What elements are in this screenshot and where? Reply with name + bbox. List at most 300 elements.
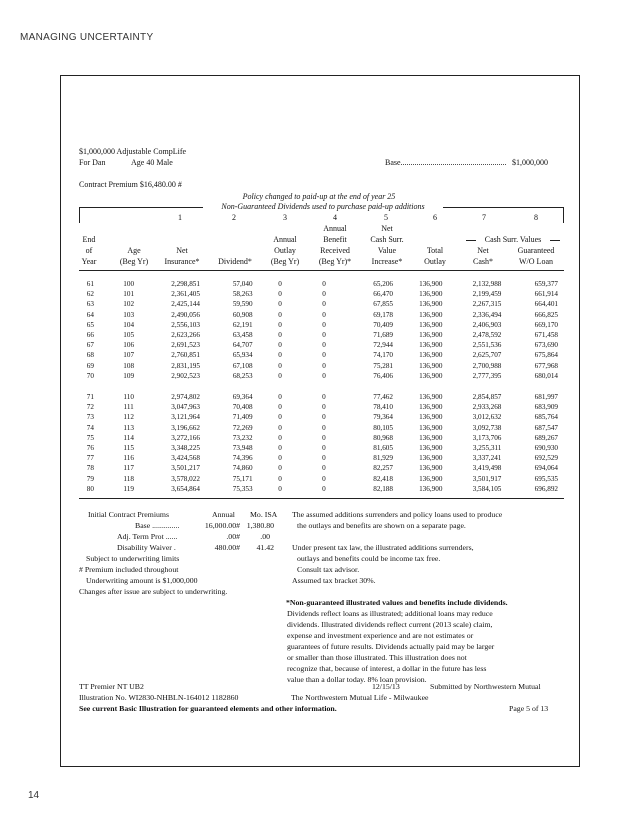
col-num-3: 3 [283, 213, 287, 222]
cell-net-csv-increase: 66,470 [373, 290, 393, 299]
cell-benefit-received: 0 [322, 413, 326, 422]
banner-dividends: Non-Guaranteed Dividends used to purchase paid-up additions [221, 202, 425, 211]
cell-benefit-received: 0 [322, 341, 326, 350]
cell-total-outlay: 136,900 [419, 280, 443, 288]
hdr-netcsv-2: Cash Surr. [370, 235, 404, 244]
cell-net-insurance: 2,623,266 [171, 331, 200, 340]
cell-guaranteed-wo-loan: 675,864 [534, 351, 558, 360]
cell-year: 62 [86, 290, 94, 299]
cell-net-cash: 3,337,241 [472, 454, 502, 463]
cell-year: 67 [86, 341, 94, 350]
cell-year: 65 [86, 320, 94, 329]
premiums-annual-hdr: Annual [212, 510, 235, 519]
cell-dividend: 58,263 [232, 290, 253, 299]
cell-benefit-received: 0 [322, 280, 326, 288]
cell-benefit-received: 0 [322, 290, 326, 299]
cell-year: 69 [86, 361, 94, 370]
disclaimer-line: recognize that, because of interest, a dollar in the future has less [287, 664, 487, 673]
cell-age: 104 [123, 320, 135, 329]
hdr-netins-2: Insurance* [164, 257, 200, 266]
cell-dividend: 68,253 [232, 371, 253, 380]
cell-net-csv-increase: 80,105 [373, 423, 393, 432]
cell-net-cash: 2,700,988 [472, 361, 502, 370]
cell-total-outlay: 136,900 [419, 403, 443, 412]
cell-net-csv-increase: 79,364 [373, 413, 393, 422]
cell-benefit-received: 0 [322, 300, 326, 309]
cell-total-outlay: 136,900 [419, 371, 443, 380]
banner-tick-left [79, 207, 80, 223]
hdr-netcash-2: Cash* [473, 257, 493, 266]
cell-net-csv-increase: 71,689 [373, 331, 393, 340]
prem-dw-label: Disability Waiver . [117, 543, 176, 552]
cell-year: 78 [86, 464, 94, 473]
cell-net-csv-increase: 76,406 [373, 371, 393, 380]
cell-benefit-received: 0 [322, 331, 326, 340]
cell-age: 105 [123, 331, 135, 340]
cell-age: 114 [123, 433, 134, 442]
table-row [74, 433, 564, 443]
cell-net-csv-increase: 78,410 [373, 403, 393, 412]
cell-total-outlay: 136,900 [419, 341, 443, 350]
hdr-guar-2: W/O Loan [519, 257, 553, 266]
cell-benefit-received: 0 [322, 310, 326, 319]
cell-annual-outlay: 0 [278, 310, 282, 319]
prem-base-mo: 1,380.80 [246, 521, 274, 530]
table-row [74, 484, 564, 494]
cell-net-cash: 3,092,738 [472, 423, 502, 432]
cell-annual-outlay: 0 [278, 320, 282, 329]
cell-benefit-received: 0 [322, 484, 326, 493]
cell-annual-outlay: 0 [278, 444, 282, 453]
cell-dividend: 74,860 [232, 464, 253, 473]
cell-benefit-received: 0 [322, 320, 326, 329]
cell-year: 79 [86, 474, 94, 483]
cell-guaranteed-wo-loan: 694,064 [534, 464, 558, 473]
hdr-end-2: of [85, 246, 93, 255]
cell-year: 68 [86, 351, 94, 360]
cell-age: 102 [123, 300, 135, 309]
values-table-years-61-70 [74, 279, 564, 381]
cell-guaranteed-wo-loan: 685,764 [534, 413, 558, 422]
prem-dw-mo: 41.42 [256, 543, 274, 552]
cell-year: 80 [86, 484, 94, 493]
hdr-netcash-1: Net [477, 246, 489, 255]
cell-dividend: 62,191 [232, 320, 253, 329]
cell-year: 61 [86, 280, 94, 288]
table-row [74, 310, 564, 320]
cell-annual-outlay: 0 [278, 403, 282, 412]
cell-net-insurance: 3,121,964 [171, 413, 200, 422]
disclaimer-line: Dividends reflect loans as illustrated; additional loans may reduce [287, 609, 493, 618]
cell-benefit-received: 0 [322, 393, 326, 401]
cell-total-outlay: 136,900 [419, 484, 443, 493]
cell-net-csv-increase: 74,170 [373, 351, 393, 360]
cell-total-outlay: 136,900 [419, 423, 443, 432]
cell-dividend: 73,232 [232, 433, 253, 442]
note-tax-1: Under present tax law, the illustrated additions surrenders, [292, 543, 474, 552]
cell-age: 111 [123, 403, 134, 412]
col-num-7: 7 [482, 213, 486, 222]
section-title: MANAGING UNCERTAINTY [20, 32, 154, 43]
prem-term-label: Adj. Term Prot ...... [117, 532, 178, 541]
cell-dividend: 75,171 [232, 474, 253, 483]
cell-year: 72 [86, 403, 94, 412]
note-assumed-2: the outlays and benefits are shown on a separate page. [297, 521, 466, 530]
hdr-benefit-1: Annual [323, 224, 347, 233]
cell-year: 75 [86, 433, 94, 442]
csv-group-rule-right [550, 240, 560, 241]
table-row [74, 330, 564, 340]
col-num-2: 2 [232, 213, 236, 222]
cell-annual-outlay: 0 [278, 474, 282, 483]
cell-guaranteed-wo-loan: 683,909 [534, 403, 558, 412]
cell-net-csv-increase: 70,409 [373, 320, 393, 329]
col-num-4: 4 [333, 213, 337, 222]
cell-dividend: 57,040 [232, 280, 253, 288]
banner-paid-up: Policy changed to paid-up at the end of year 25 [242, 192, 396, 201]
cell-total-outlay: 136,900 [419, 393, 443, 401]
cell-annual-outlay: 0 [278, 300, 282, 309]
table-row [74, 289, 564, 299]
cell-net-insurance: 3,501,217 [171, 464, 200, 473]
cell-net-insurance: 2,691,523 [171, 341, 200, 350]
cell-net-insurance: 2,425,144 [171, 300, 200, 309]
cell-net-csv-increase: 75,281 [373, 361, 393, 370]
cell-age: 101 [123, 290, 135, 299]
values-table-years-71-80 [74, 392, 564, 494]
cell-net-cash: 3,501,917 [472, 474, 502, 483]
cell-dividend: 65,934 [232, 351, 253, 360]
table-row [74, 402, 564, 412]
cell-annual-outlay: 0 [278, 464, 282, 473]
table-row [74, 463, 564, 473]
cell-dividend: 71,409 [232, 413, 253, 422]
disclaimer-line: dividends. Illustrated dividends reflect current (2013 scale) claim, [287, 620, 493, 629]
note-tax-2: outlays and benefits could be income tax free. [297, 554, 441, 563]
table-row [74, 279, 564, 289]
table-row [74, 392, 564, 402]
col-num-6: 6 [433, 213, 437, 222]
hdr-age-1: Age [127, 246, 141, 255]
cell-dividend: 74,396 [232, 454, 253, 463]
cell-guaranteed-wo-loan: 671,458 [534, 331, 558, 340]
cell-net-csv-increase: 81,605 [373, 444, 393, 453]
prem-base-label: Base .............. [135, 521, 180, 530]
table-row [74, 423, 564, 433]
cell-total-outlay: 136,900 [419, 310, 443, 319]
cell-annual-outlay: 0 [278, 413, 282, 422]
premiums-mo-hdr: Mo. ISA [250, 510, 278, 519]
cell-net-cash: 2,478,592 [472, 331, 502, 340]
cell-net-csv-increase: 82,188 [373, 484, 393, 493]
cell-annual-outlay: 0 [278, 433, 282, 442]
cell-guaranteed-wo-loan: 696,892 [534, 484, 558, 493]
cell-total-outlay: 136,900 [419, 290, 443, 299]
cell-net-cash: 2,199,459 [472, 290, 502, 299]
cell-annual-outlay: 0 [278, 423, 282, 432]
cell-age: 116 [123, 454, 134, 463]
cell-guaranteed-wo-loan: 677,968 [534, 361, 558, 370]
cell-guaranteed-wo-loan: 692,529 [534, 454, 558, 463]
cell-dividend: 72,269 [232, 423, 253, 432]
cell-total-outlay: 136,900 [419, 474, 443, 483]
cell-annual-outlay: 0 [278, 341, 282, 350]
footer-submitted: Submitted by Northwestern Mutual [430, 682, 541, 691]
cell-benefit-received: 0 [322, 464, 326, 473]
cell-net-insurance: 3,047,963 [171, 403, 200, 412]
contract-premium: Contract Premium $16,480.00 # [79, 180, 182, 189]
hdr-benefit-3: Received [320, 246, 350, 255]
hdr-total-1: Total [426, 246, 444, 255]
prem-dw-annual: 480.00# [214, 543, 240, 552]
cell-net-csv-increase: 80,968 [373, 433, 393, 442]
table-row [74, 350, 564, 360]
hdr-netcsv-1: Net [381, 224, 393, 233]
hdr-outlay-3: (Beg Yr) [270, 257, 300, 266]
cell-net-cash: 2,933,268 [472, 403, 502, 412]
table-row [74, 371, 564, 381]
cell-year: 76 [86, 444, 94, 453]
cell-year: 70 [86, 371, 94, 380]
base-label: Base..................................................... [385, 158, 507, 167]
cell-dividend: 60,908 [232, 310, 253, 319]
cell-dividend: 63,458 [232, 331, 253, 340]
cell-guaranteed-wo-loan: 689,267 [534, 433, 558, 442]
header-rule [79, 270, 564, 271]
cell-net-csv-increase: 82,418 [373, 474, 393, 483]
policy-product: $1,000,000 Adjustable CompLife [79, 147, 187, 156]
col-num-5: 5 [384, 213, 388, 222]
cell-guaranteed-wo-loan: 687,547 [534, 423, 558, 432]
insured-age: Age 40 Male [131, 158, 173, 167]
cell-guaranteed-wo-loan: 669,170 [534, 320, 558, 329]
banner-rule-left [79, 207, 203, 208]
hdr-end-3: Year [81, 257, 97, 266]
cell-net-insurance: 3,272,166 [171, 433, 200, 442]
cell-dividend: 70,408 [232, 403, 253, 412]
cell-benefit-received: 0 [322, 351, 326, 360]
disclaimer-line: value than a dollar today. 8% loan provision. [287, 675, 427, 684]
cell-net-cash: 3,255,311 [472, 444, 502, 453]
footer-page: Page 5 of 13 [509, 704, 549, 713]
prem-note-underwriting: Underwriting amount is $1,000,000 [86, 576, 198, 585]
hdr-benefit-4: (Beg Yr)* [318, 257, 352, 266]
table-row [74, 320, 564, 330]
cell-net-insurance: 3,196,662 [171, 423, 200, 432]
cell-guaranteed-wo-loan: 673,690 [534, 341, 558, 350]
cell-annual-outlay: 0 [278, 351, 282, 360]
prem-note-limits: Subject to underwriting limits [86, 554, 180, 563]
cell-net-csv-increase: 67,855 [373, 300, 393, 309]
cell-benefit-received: 0 [322, 454, 326, 463]
cell-annual-outlay: 0 [278, 280, 282, 288]
prem-note-included: # Premium included throughout [79, 565, 179, 574]
cell-benefit-received: 0 [322, 361, 326, 370]
cell-guaranteed-wo-loan: 666,825 [534, 310, 558, 319]
cell-net-insurance: 2,760,851 [171, 351, 200, 360]
disclaimer-title: *Non-guaranteed illustrated values and benefits include dividends. [286, 598, 508, 607]
base-amount: $1,000,000 [512, 158, 548, 167]
csv-group-rule-left [466, 240, 476, 241]
cell-guaranteed-wo-loan: 680,014 [534, 371, 558, 380]
cell-net-insurance: 3,654,864 [171, 484, 200, 493]
cell-total-outlay: 136,900 [419, 454, 443, 463]
cell-net-insurance: 2,361,405 [171, 290, 200, 299]
cell-benefit-received: 0 [322, 433, 326, 442]
cell-guaranteed-wo-loan: 681,997 [534, 393, 558, 401]
cell-annual-outlay: 0 [278, 393, 282, 401]
cell-dividend: 59,590 [232, 300, 253, 309]
cell-benefit-received: 0 [322, 444, 326, 453]
cell-net-csv-increase: 77,462 [373, 393, 393, 401]
cell-annual-outlay: 0 [278, 290, 282, 299]
cell-year: 71 [86, 393, 94, 401]
footer-date: 12/15/13 [372, 682, 400, 691]
cell-guaranteed-wo-loan: 690,930 [534, 444, 558, 453]
table-row [74, 299, 564, 309]
col-num-8: 8 [534, 213, 538, 222]
cell-net-csv-increase: 81,929 [373, 454, 393, 463]
cell-annual-outlay: 0 [278, 371, 282, 380]
cell-net-cash: 2,132,988 [472, 280, 502, 288]
col-num-1: 1 [178, 213, 182, 222]
prem-term-annual: .00# [226, 532, 240, 541]
cell-year: 73 [86, 413, 94, 422]
cell-age: 103 [123, 310, 135, 319]
cell-age: 107 [123, 351, 135, 360]
cell-net-cash: 2,406,903 [472, 320, 502, 329]
cell-age: 112 [123, 413, 134, 422]
hdr-netcsv-4: Increase* [371, 257, 403, 266]
cell-year: 77 [86, 454, 94, 463]
banner-tick-right [563, 207, 564, 223]
cell-net-insurance: 2,298,851 [171, 280, 200, 288]
cell-net-cash: 2,625,707 [472, 351, 502, 360]
hdr-outlay-2: Outlay [274, 246, 296, 255]
cell-benefit-received: 0 [322, 423, 326, 432]
cell-annual-outlay: 0 [278, 361, 282, 370]
table-row [74, 453, 564, 463]
cell-net-cash: 3,012,632 [472, 413, 502, 422]
cell-annual-outlay: 0 [278, 331, 282, 340]
cell-age: 115 [123, 444, 134, 453]
footer-illustration: Illustration No. WI2830-NHBLN-164012 1182860 [79, 693, 239, 702]
footer-product: TT Premier NT UB2 [79, 682, 144, 691]
cell-total-outlay: 136,900 [419, 413, 443, 422]
cell-net-cash: 3,173,706 [472, 433, 502, 442]
cell-net-insurance: 3,348,225 [171, 444, 200, 453]
cell-age: 113 [123, 423, 134, 432]
prem-base-annual: 16,000.00# [204, 521, 240, 530]
cell-net-insurance: 2,974,802 [171, 393, 200, 401]
footer-company: The Northwestern Mutual Life - Milwaukee [291, 693, 429, 702]
cell-guaranteed-wo-loan: 695,535 [534, 474, 558, 483]
cell-guaranteed-wo-loan: 661,914 [534, 290, 558, 299]
hdr-dividend: Dividend* [218, 257, 252, 266]
disclaimer-line: expense and investment experience and are not estimates or [287, 631, 474, 640]
cell-net-csv-increase: 72,944 [373, 341, 393, 350]
cell-total-outlay: 136,900 [419, 444, 443, 453]
footer-guaranteed-note: See current Basic Illustration for guaranteed elements and other information. [79, 704, 337, 713]
hdr-end-1: End [82, 235, 96, 244]
cell-age: 108 [123, 361, 135, 370]
cell-age: 117 [123, 464, 134, 473]
cell-year: 66 [86, 331, 94, 340]
cell-age: 106 [123, 341, 135, 350]
cell-age: 118 [123, 474, 134, 483]
table-row [74, 361, 564, 371]
cell-benefit-received: 0 [322, 474, 326, 483]
cell-net-cash: 2,854,857 [472, 393, 502, 401]
cell-dividend: 69,364 [232, 393, 253, 401]
hdr-total-2: Outlay [424, 257, 446, 266]
table-row [74, 412, 564, 422]
hdr-outlay-1: Annual [273, 235, 297, 244]
cell-net-insurance: 2,831,195 [171, 361, 200, 370]
cell-net-csv-increase: 82,257 [373, 464, 393, 473]
banner-rule-right [443, 207, 564, 208]
cell-net-cash: 2,777,395 [472, 371, 502, 380]
cell-net-insurance: 2,902,523 [171, 371, 200, 380]
cell-guaranteed-wo-loan: 664,401 [534, 300, 558, 309]
cell-total-outlay: 136,900 [419, 351, 443, 360]
cell-year: 64 [86, 310, 94, 319]
hdr-netins-1: Net [176, 246, 188, 255]
table-row [74, 340, 564, 350]
cell-dividend: 75,353 [232, 484, 253, 493]
cell-net-csv-increase: 69,178 [373, 310, 393, 319]
cell-dividend: 73,948 [232, 444, 253, 453]
cell-total-outlay: 136,900 [419, 300, 443, 309]
cell-year: 74 [86, 423, 94, 432]
cell-age: 109 [123, 371, 135, 380]
cell-net-cash: 2,267,315 [472, 300, 502, 309]
cell-total-outlay: 136,900 [419, 361, 443, 370]
hdr-csv-group: Cash Surr. Values [484, 235, 542, 244]
cell-net-insurance: 3,424,568 [171, 454, 200, 463]
cell-total-outlay: 136,900 [419, 433, 443, 442]
cell-net-cash: 2,551,536 [472, 341, 502, 350]
cell-annual-outlay: 0 [278, 454, 282, 463]
cell-total-outlay: 136,900 [419, 320, 443, 329]
cell-net-cash: 2,336,494 [472, 310, 502, 319]
page-number: 14 [28, 790, 40, 801]
prem-note-changes: Changes after issue are subject to underwriting. [79, 587, 228, 596]
cell-total-outlay: 136,900 [419, 331, 443, 340]
disclaimer-line: guarantees of future results. Dividends actually paid may be larger [287, 642, 495, 651]
table-row [74, 474, 564, 484]
prem-term-mo: .00 [260, 532, 270, 541]
cell-age: 100 [123, 280, 135, 288]
hdr-netcsv-3: Value [377, 246, 397, 255]
cell-annual-outlay: 0 [278, 484, 282, 493]
table-row [74, 443, 564, 453]
cell-net-cash: 3,584,105 [472, 484, 502, 493]
cell-net-insurance: 2,556,103 [171, 320, 200, 329]
cell-benefit-received: 0 [322, 371, 326, 380]
table-bottom-rule [79, 498, 564, 499]
hdr-guar-1: Guaranteed [517, 246, 555, 255]
cell-dividend: 64,707 [232, 341, 253, 350]
cell-net-insurance: 2,490,056 [171, 310, 200, 319]
premiums-title: Initial Contract Premiums [88, 510, 169, 519]
cell-total-outlay: 136,900 [419, 464, 443, 473]
cell-net-csv-increase: 65,206 [373, 280, 393, 288]
note-tax-3: Consult tax advisor. [297, 565, 360, 574]
cell-benefit-received: 0 [322, 403, 326, 412]
cell-dividend: 67,108 [232, 361, 253, 370]
hdr-age-2: (Beg Yr) [119, 257, 149, 266]
